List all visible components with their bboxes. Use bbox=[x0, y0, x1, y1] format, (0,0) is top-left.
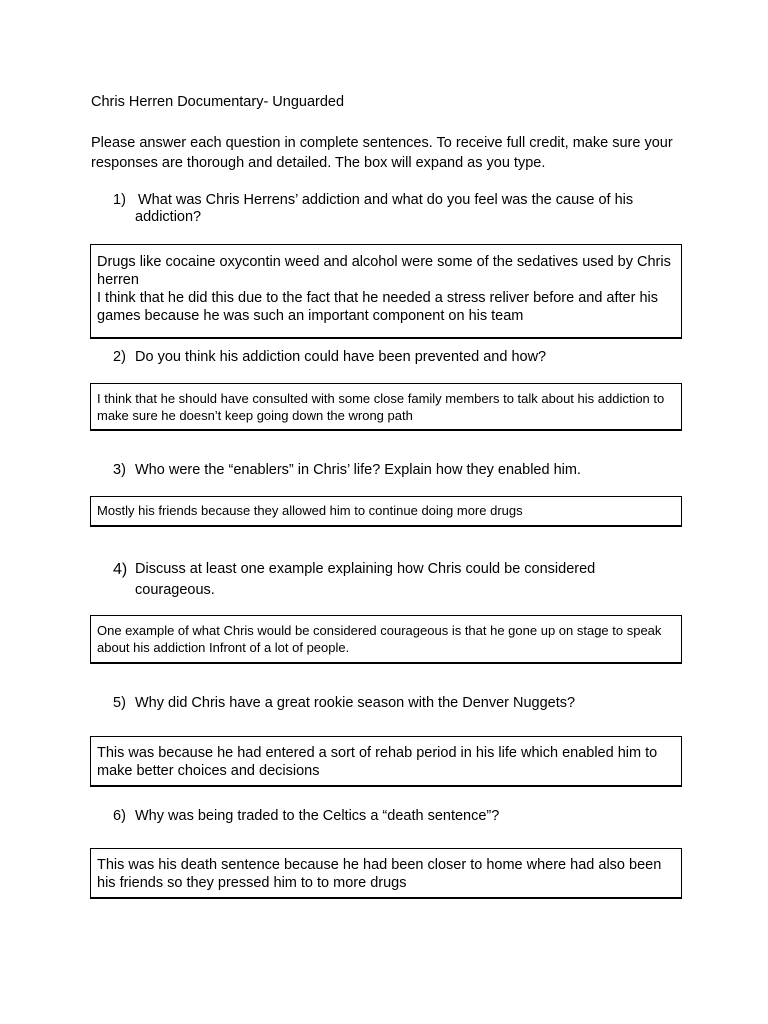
answer-text: I think that he did this due to the fact that he needed a stress reliver before and after his games because he was such an important component on his team bbox=[97, 290, 659, 324]
answer-text: Mostly his friends because they allowed him to continue doing more drugs bbox=[97, 503, 523, 518]
answer-box-1[interactable] bbox=[90, 244, 682, 339]
answer-text: I think that he should have consulted with some close family members to talk about his addiction to make sure he doesn’t keep going down the wrong path bbox=[97, 391, 665, 423]
answer-text: This was because he had entered a sort of rehab period in his life which enabled him to make better choices and decisions bbox=[97, 745, 658, 779]
answer-text: One example of what Chris would be considered courageous is that he gone up on stage to speak about his addiction Infront of a lot of people. bbox=[97, 623, 662, 655]
question-number: 5) bbox=[113, 695, 126, 711]
question-text: Do you think his addiction could have been prevented and how? bbox=[135, 349, 547, 365]
question-number: 2) bbox=[113, 349, 126, 365]
question-number: 1) bbox=[113, 192, 126, 208]
question-4 bbox=[113, 559, 653, 601]
question-6 bbox=[113, 808, 673, 825]
instructions-text: Please answer each question in complete sentences. To receive full credit, make sure your responses are thorough and detailed. The box will expand as you type. bbox=[91, 135, 673, 171]
question-text: Who were the “enablers” in Chris’ life? Explain how they enabled him. bbox=[135, 462, 581, 478]
question-text: Discuss at least one example explaining how Chris could be considered courageous. bbox=[135, 561, 596, 598]
question-2 bbox=[113, 349, 673, 366]
answer-box-4[interactable] bbox=[90, 615, 682, 664]
answer-box-3[interactable] bbox=[90, 496, 682, 527]
question-number: 3) bbox=[113, 462, 126, 478]
question-text: Why did Chris have a great rookie season with the Denver Nuggets? bbox=[135, 695, 576, 711]
question-text: What was Chris Herrens’ addiction and what do you feel was the cause of his addiction? bbox=[135, 192, 634, 225]
question-1 bbox=[113, 192, 673, 226]
answer-box-5[interactable] bbox=[90, 736, 682, 787]
answer-box-2[interactable] bbox=[90, 383, 682, 431]
question-text: Why was being traded to the Celtics a “death sentence”? bbox=[135, 808, 500, 824]
question-number: 4) bbox=[113, 561, 128, 578]
answer-text: This was his death sentence because he had been closer to home where had also been his friends so they pressed him to to more drugs bbox=[97, 857, 662, 891]
question-5 bbox=[113, 695, 673, 712]
answer-text: Drugs like cocaine oxycontin weed and alcohol were some of the sedatives used by Chris herren bbox=[97, 254, 671, 288]
document-title: Chris Herren Documentary- Unguarded bbox=[91, 94, 345, 110]
answer-box-6[interactable] bbox=[90, 848, 682, 899]
question-3 bbox=[113, 462, 673, 479]
question-number: 6) bbox=[113, 808, 126, 824]
